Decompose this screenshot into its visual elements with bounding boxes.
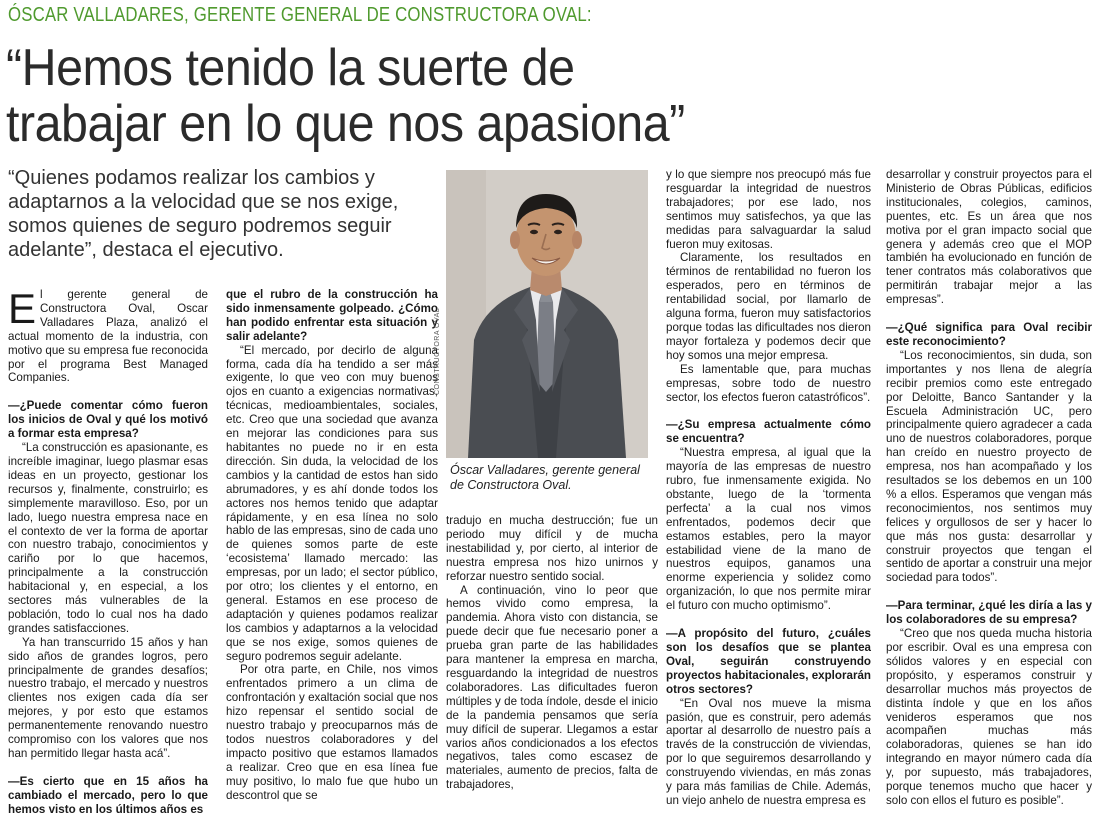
answer-paragraph: “Nuestra empresa, al igual que la mayoría de las empresas de nuestro rubro, fue inmensamente exigida. No obstante, luego de la ‘tormenta perfecta’ a la cual nos vimos enfrentados, podemos decir que estamos estables, pero la mayor estabilidad viene de la mano de nuestros equipos, ganamos una enorme experiencia y solidez como organización, lo que nos permite mirar el futuro con mucho optimismo”. — [666, 446, 871, 613]
answer-paragraph: tradujo en mucha destrucción; fue un periodo muy difícil y de mucha inestabilidad y, por cierto, al interior de nuestra empresa nos hizo unirnos y reforzar nuestro sentido social. — [446, 514, 658, 583]
interview-question: —Es cierto que en 15 años ha cambiado el mercado, pero lo que hemos visto en los últimos años es — [8, 774, 208, 816]
article-column-3 — [446, 514, 658, 792]
answer-paragraph: y lo que siempre nos preocupó más fue resguardar la integridad de nuestros trabajadores; por ese lado, nos sentimos muy satisfechos, ya que las medidas para salvaguardar la salud fueron muy exitosas. — [666, 168, 871, 251]
answer-paragraph: Claramente, los resultados en términos de rentabilidad no fueron los esperados, pero en términos de rentabilidad social, por llamarlo de alguna forma, fueron muy satisfactorios porque todas las dificultades nos dieron mayor fortaleza y podemos decir que hoy somos una mejor empresa. — [666, 251, 871, 362]
interview-question: —¿Su empresa actualmente cómo se encuentra? — [666, 418, 871, 446]
interview-question: que el rubro de la construcción ha sido inmensamente golpeado. ¿Cómo han podido enfrentar esta situación y salir adelante? — [226, 288, 438, 343]
interview-question: —A propósito del futuro, ¿cuáles son los desafíos que se plantea Oval, seguirán construyendo proyectos habitacionales, explorarán otros sectores? — [666, 627, 871, 696]
answer-paragraph: “El mercado, por decirlo de alguna forma, cada día ha tendido a ser más exigente, lo que veo con muy buenos ojos en cuanto a exigencias normativas, técnicas, medioambientales, sociales, etc. Creo que una sociedad que avanza en mejorar las condiciones para sus habitantes no puede no ir en esta dirección. Sin duda, la velocidad de los cambios y la cantidad de estos han sido abrumadores, y es ahí donde todos los actores nos hemos tenido que adaptar rápidamente, y en esa línea no solo hablo de las empresas, sino de cada uno de quienes somos parte de este ‘ecosistema’ llamado mercado: las empresas, por un lado; el sector público, por otro; los clientes y el entorno, en general. Estamos en ese proceso de adaptación y quienes podamos realizar los cambios y adaptarnos a la velocidad que se nos exige, somos quienes de seguro podremos seguir adelante. — [226, 343, 438, 663]
interview-question: —¿Puede comentar cómo fueron los inicios de Oval y qué los motivó a formar esta empresa? — [8, 399, 208, 441]
article-column-5 — [886, 168, 1092, 808]
headline-line-1: “Hemos tenido la suerte de — [6, 39, 575, 97]
headline-line-2: trabajar en lo que nos apasiona” — [6, 95, 685, 153]
article-kicker: ÓSCAR VALLADARES, GERENTE GENERAL DE CONSTRUCTORA OVAL: — [8, 4, 592, 26]
answer-paragraph: A continuación, vino lo peor que hemos vivido como empresa, la pandemia. Ahora visto con distancia, se puede decir que fue necesario poner a prueba gran parte de las habilidades para mantener la empresa en marcha, resguardando la integridad de nuestros colaboradores. Las dificultades fueron múltiples y de toda índole, desde el inicio de la pandemia pensamos que sería muy difícil de superar. Llegamos a estar varios años condicionados a los efectos negativos, tales como escasez de materiales, aumento de precios, falta de trabajadores, — [446, 583, 658, 792]
interview-question: —Para terminar, ¿qué les diría a las y los colaboradores de su empresa? — [886, 599, 1092, 627]
lead-paragraph: El gerente general de Constructora Oval, Oscar Valladares Plaza, analizó el actual momento de la industria, con motivo que su empresa fue reconocida por el programa Best Managed Companies. — [8, 285, 208, 385]
photo-caption: Óscar Valladares, gerente general de Constructora Oval. — [450, 463, 640, 492]
photo-credit: CONSTRUCTORA OVAL — [434, 307, 441, 395]
answer-paragraph: Ya han transcurrido 15 años y han sido años de grandes logros, pero principalmente de grandes desafíos; nuestro trabajo, el mercado y nuestros clientes nos exigen cada día ser mejores, y por esto que estamos permanentemente renovando nuestro compromiso con los valores que nos han permitido llegar hasta acá”. — [8, 635, 208, 760]
article-dek: “Quienes podamos realizar los cambios y adaptarnos a la velocidad que se nos exige, somos quienes de seguro podremos seguir adelante”, destaca el ejecutivo. — [8, 167, 399, 261]
article-column-1 — [8, 285, 208, 817]
article-column-4 — [666, 168, 871, 808]
answer-paragraph: Por otra parte, en Chile, nos vimos enfrentados primero a un clima de confrontación y exaltación social que nos hizo repensar el sentido social de nuestro trabajo y preocuparnos más de todos nuestros colaboradores y del impacto positivo que estamos llamados a realizar. Creo que en esa línea fue muy positivo, lo malo fue que hubo un descontrol que se — [226, 663, 438, 802]
answer-paragraph: “En Oval nos mueve la misma pasión, que es construir, pero además aportar al desarrollo de nuestro país a través de la construcción de viviendas, por lo que seguiremos desarrollando y construyendo viviendas, en más zonas y para más familias de Chile. Además, un viejo anhelo de nuestra empresa es — [666, 696, 871, 807]
portrait-illustration — [446, 170, 648, 458]
answer-paragraph: “Creo que nos queda mucha historia por escribir. Oval es una empresa con sólidos valores y en especial con propósito, y esperamos construir y desarrollar muchos más proyectos de distinta índole y que en los años venideros esperamos que nos acompañen muchas más colaboradoras, quienes se han ido integrando en mayor número cada día y, por supuesto, más trabajadores, porque tenemos mucho que hacer y solo con ellos el futuro es posible”. — [886, 627, 1092, 807]
answer-paragraph: desarrollar y construir proyectos para el Ministerio de Obras Públicas, edificios institucionales, colegios, caminos, puentes, etc. Es un área que nos motiva por el gran impacto social que genera y además creo que el MOP también ha evolucionado en función de tener contratos más colaborativos que permitirán trabajar mejor a las empresas”. — [886, 168, 1092, 307]
article-headline — [6, 40, 736, 152]
portrait-photo — [446, 170, 648, 458]
answer-paragraph: “Los reconocimientos, sin duda, son importantes y nos llena de alegría recibir premios como este entregado por Deloitte, Banco Santander y la Escuela Administración UC, pero principalmente quiero agradecer a cada uno de nuestros colaboradores, porque han creído en nuestro proyecto de empresa, nos han acompañado y los resultados se los debemos en un 100 % a ellos. Esperamos que vengan más reconocimientos, nos sentimos muy felices y orgullosos de ser y hacer lo que más nos gusta: desarrollar y construir proyectos que tengan el sentido de aportar a construir una mejor sociedad para todos”. — [886, 348, 1092, 585]
article-column-2 — [226, 288, 438, 803]
interview-question: —¿Qué significa para Oval recibir este reconocimiento? — [886, 321, 1092, 348]
answer-paragraph: Es lamentable que, para muchas empresas, sobre todo de nuestro sector, los efectos fueron catastróficos”. — [666, 362, 871, 404]
answer-paragraph: “La construcción es apasionante, es increíble imaginar, luego plasmar esas ideas en un proyecto, gestionar los recursos y, finalmente, construirlo; es simplemente maravilloso. Eso, por un lado, luego nuestra empresa nace en el contexto de ver la forma de aportar con nuestro trabajo, conocimientos y cariño por lo que hacemos, principalmente a la construcción habitacional y, en especial, a los sectores más vulnerables de la población, todo lo cual nos ha dado grandes satisfacciones. — [8, 441, 208, 635]
